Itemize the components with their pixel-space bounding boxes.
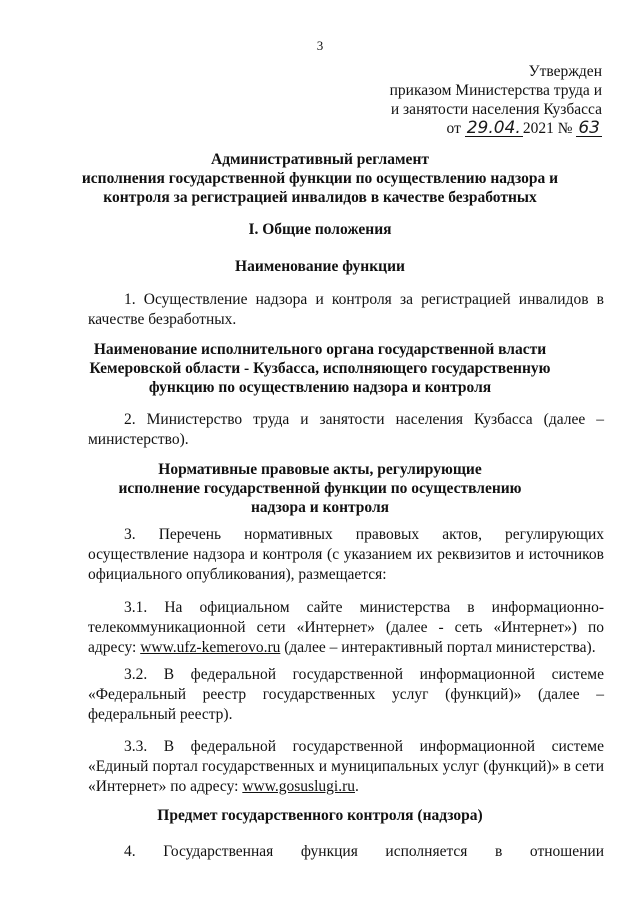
paragraph-2: 2. Министерство труда и занятости населения Кузбасса (далее – министерство). — [88, 411, 604, 448]
document-title: Административный регламент исполнения государственной функции по осуществлению надзора и контроля за регистрацией инвалидов в качестве безработных — [81, 151, 559, 206]
section-heading-general: I. Общие положения — [248, 221, 392, 238]
heading-executive-body: Наименование исполнительного органа государственной власти Кемеровской области - Кузбасса, исполняющего государственную функцию по осуществлению надзора и контроля — [89, 341, 551, 396]
handwritten-date: 29.04. — [466, 118, 521, 138]
heading-subject-of-control: Предмет государственного контроля (надзора) — [157, 807, 483, 824]
handwritten-number: 63 — [578, 118, 600, 138]
heading-legal-acts: Нормативные правовые акты, регулирующие исполнение государственной функции по осуществлению надзора и контроля — [118, 461, 522, 516]
paragraph-3-1: 3.1. На официальном сайте министерства в информационно-телекоммуникационной сети «Интернет» (далее - сеть «Интернет») по адресу: www.ufz-kemerovo.ru (далее – интерактивный портал министерства). — [88, 599, 604, 656]
page-number: 3 — [316, 38, 324, 53]
ministry-portal-link[interactable]: www.ufz-kemerovo.ru — [140, 639, 281, 656]
paragraph-4: 4. Государственная функция исполняется в отношении — [124, 843, 604, 860]
approval-block — [390, 62, 602, 138]
approval-line-3: и занятости населения Кузбасса — [390, 101, 602, 118]
paragraph-1: 1. Осуществление надзора и контроля за регистрацией инвалидов в качестве безработных. — [88, 291, 604, 328]
approval-date-line: от 29.04. 2021 № 63 — [446, 118, 600, 138]
heading-function-name: Наименование функции — [235, 258, 405, 275]
paragraph-3-3: 3.3. В федеральной государственной информационной системе «Единый портал государственных и муниципальных услуг (функций)» в сети «Интернет» по адресу: www.gosuslugi.ru. — [88, 738, 604, 795]
gosuslugi-link[interactable]: www.gosuslugi.ru — [242, 778, 355, 795]
paragraph-3: 3. Перечень нормативных правовых актов, регулирующих осуществление надзора и контроля (с указанием их реквизитов и источников официального опубликования), размещается: — [88, 526, 604, 583]
approval-line-2: приказом Министерства труда и — [389, 82, 602, 99]
paragraph-3-2: 3.2. В федеральной государственной информационной системе «Федеральный реестр государственных услуг (функций)» (далее – федеральный реестр). — [88, 666, 604, 723]
approval-line-1: Утвержден — [528, 63, 602, 80]
